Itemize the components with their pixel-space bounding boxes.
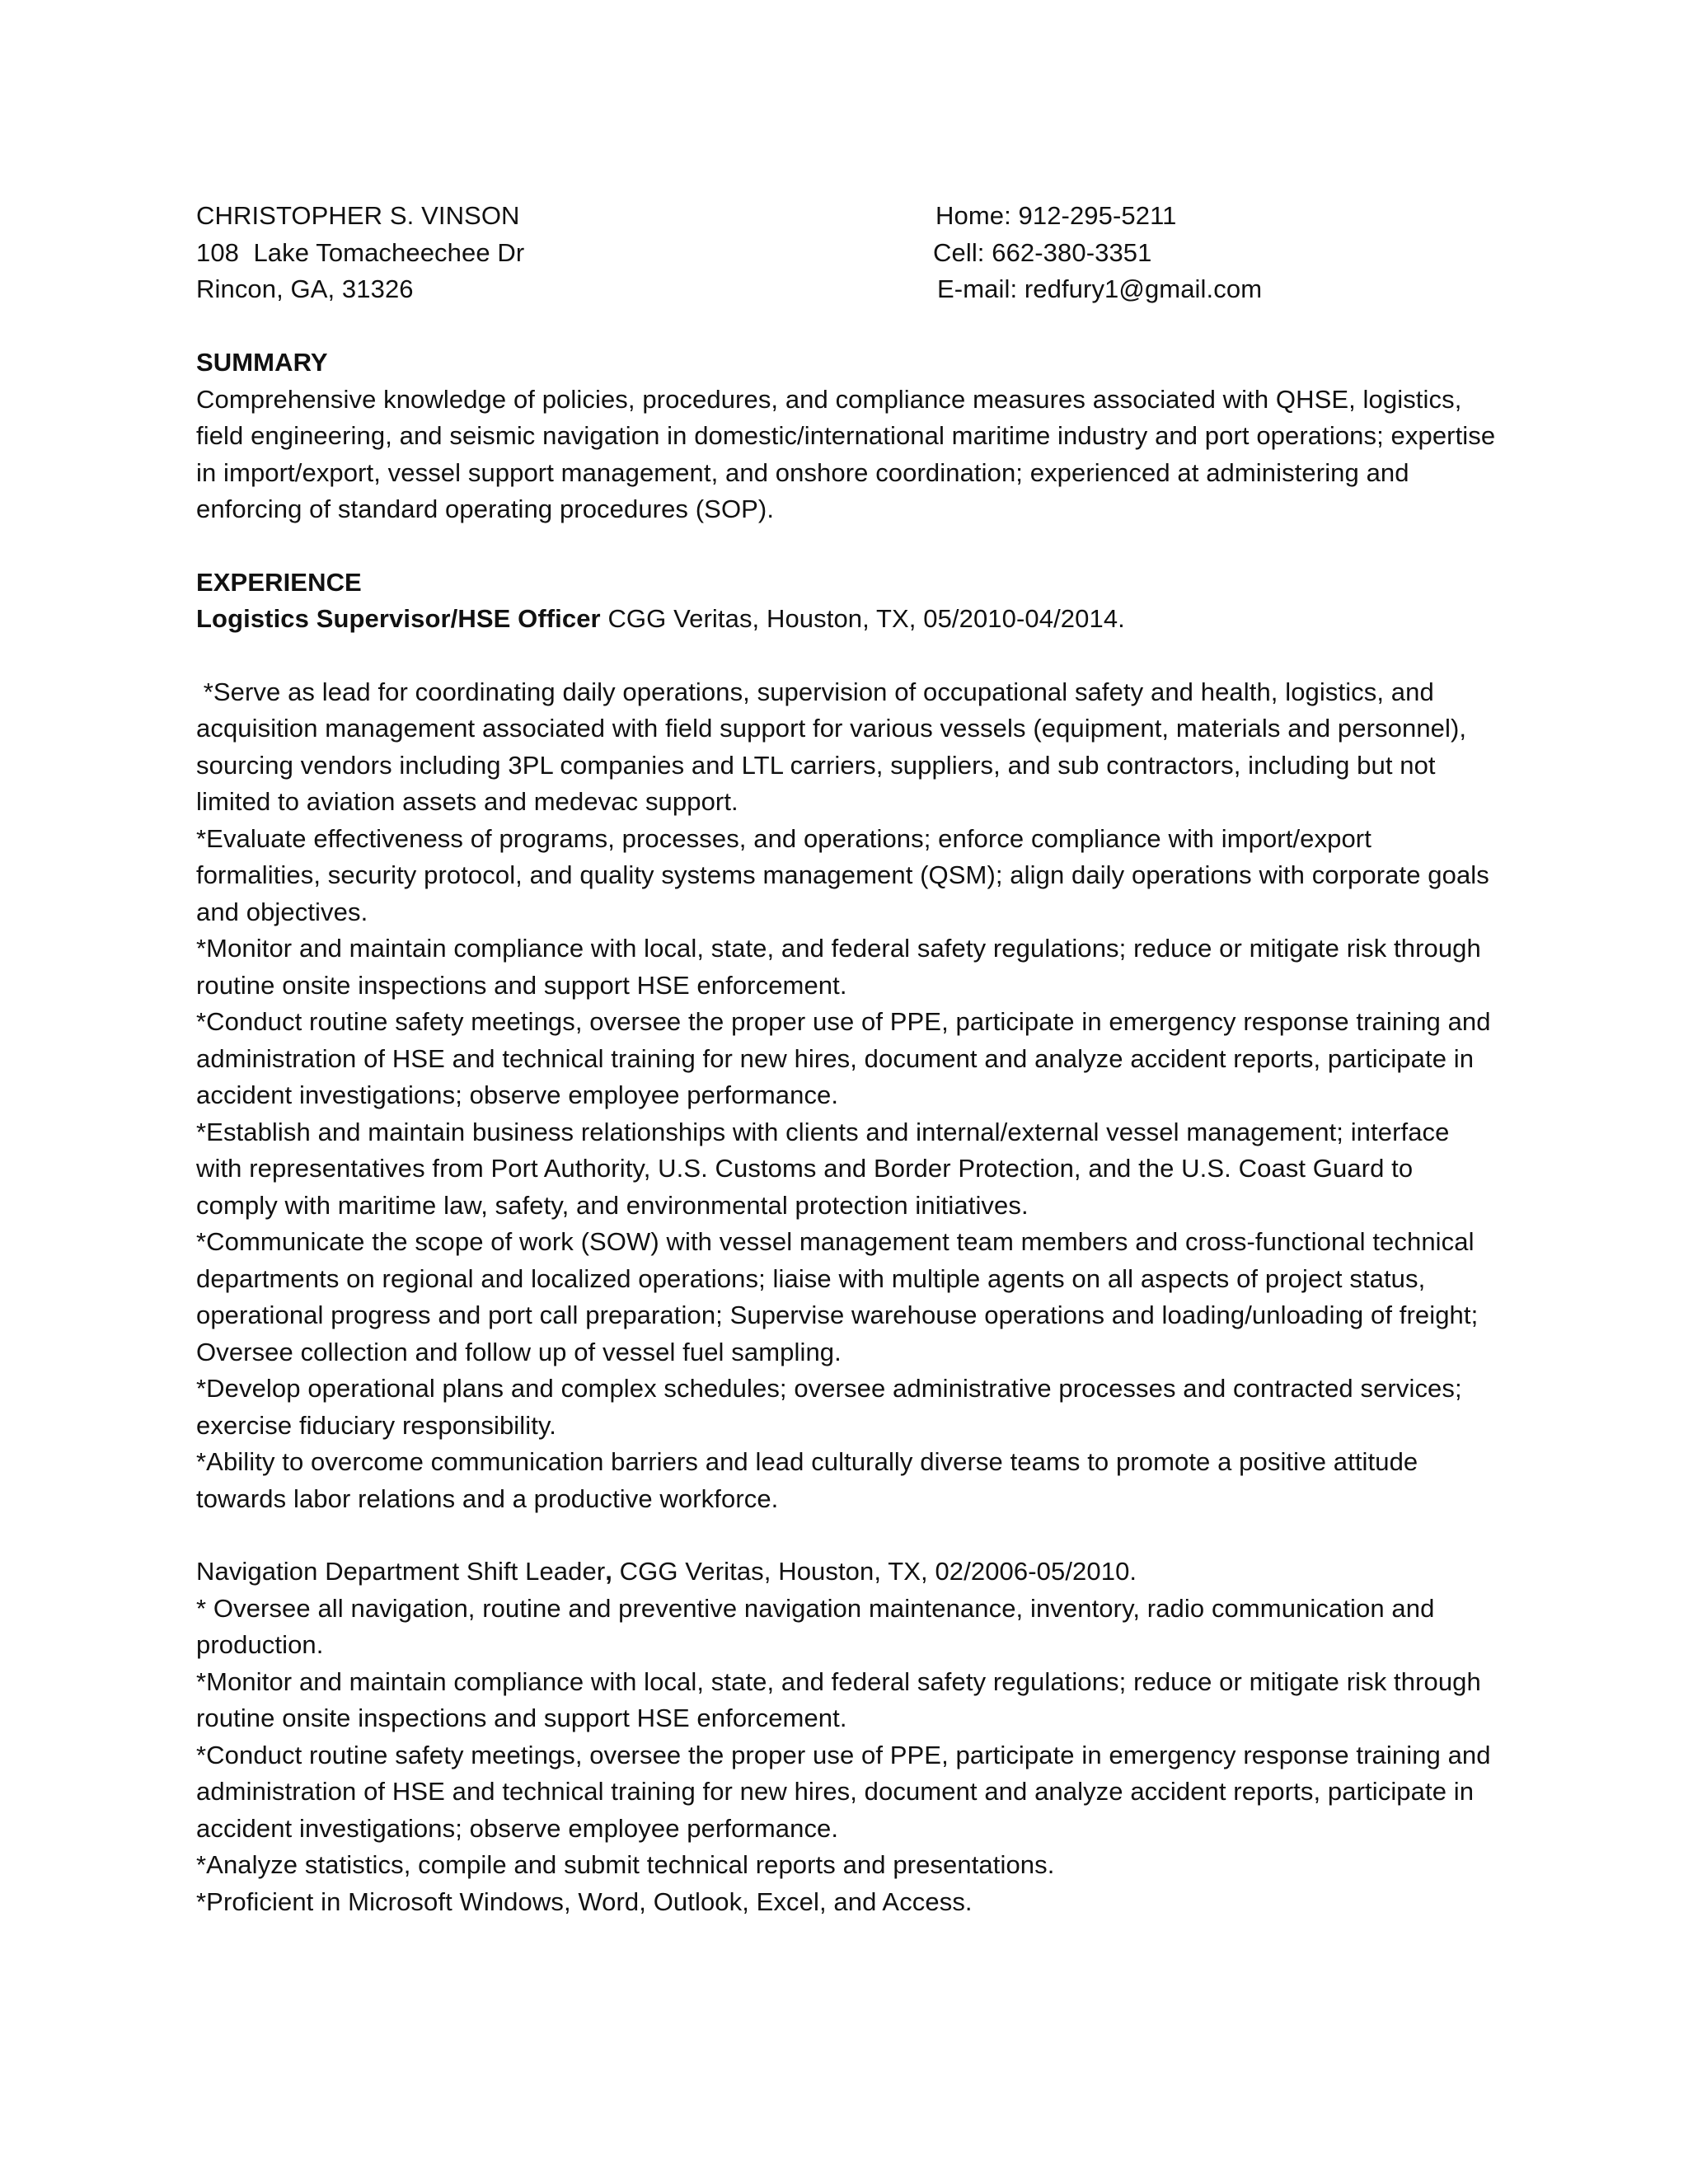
list-item: *Evaluate effectiveness of programs, processes, and operations; enforce compliance with import/export formalities, security protocol, and quality systems management (QSM); align daily operations with corporate goals and objectives. bbox=[196, 823, 1489, 926]
list-item: *Proficient in Microsoft Windows, Word, Outlook, Excel, and Access. bbox=[196, 1886, 973, 1916]
list-item: *Serve as lead for coordinating daily operations, supervision of occupational safety and health, logistics, and acquisition management associated with field support for various vessels (equipment, materials and personnel), sourcing vendors including 3PL companies and LTL carriers, suppliers, and sub contractors, including but not limited to aviation assets and medevac support. bbox=[196, 677, 1474, 816]
address-line-1: 108 Lake Tomacheechee Dr bbox=[196, 237, 525, 267]
list-item: *Conduct routine safety meetings, oversee the proper use of PPE, participate in emergency response training and administration of HSE and technical training for new hires, document and analyze accident reports, participate in accident investigations; observe employee performance. bbox=[196, 1007, 1491, 1109]
list-item: *Analyze statistics, compile and submit technical reports and presentations. bbox=[196, 1850, 1055, 1879]
job-title-navigation: Navigation Department Shift Leader bbox=[196, 1557, 606, 1586]
home-phone: Home: 912-295-5211 bbox=[935, 201, 1177, 230]
job-title-logistics: Logistics Supervisor/HSE Officer bbox=[196, 604, 601, 633]
list-item: *Monitor and maintain compliance with local, state, and federal safety regulations; reduce or mitigate risk through routine onsite inspections and support HSE enforcement. bbox=[196, 1666, 1481, 1732]
contact-left bbox=[196, 198, 524, 308]
job-bullets-logistics bbox=[196, 674, 1498, 1518]
summary-section bbox=[196, 344, 1498, 528]
job-title-comma: , bbox=[605, 1557, 612, 1586]
address-line-2: Rincon, GA, 31326 bbox=[196, 274, 414, 303]
cell-phone: Cell: 662-380-3351 bbox=[933, 237, 1152, 267]
job-entry-logistics bbox=[196, 601, 1498, 1517]
list-item: *Establish and maintain business relationships with clients and internal/external vessel management; interface with representatives from Port Authority, U.S. Customs and Border Protection, and the U.S. Coast Guard to comply with maritime law, safety, and environmental protection initiatives. bbox=[196, 1117, 1450, 1220]
list-item: *Ability to overcome communication barriers and lead culturally diverse teams to promote a positive attitude towards labor relations and a productive workforce. bbox=[196, 1447, 1418, 1513]
summary-text: Comprehensive knowledge of policies, procedures, and compliance measures associated with QHSE, logistics, field engineering, and seismic navigation in domestic/international maritime industry and port operations; expertise in import/export, vessel support management, and onshore coordination; experienced at administering and enforcing of standard operating procedures (SOP). bbox=[196, 384, 1496, 523]
applicant-name: CHRISTOPHER S. VINSON bbox=[196, 201, 520, 230]
list-item: *Monitor and maintain compliance with local, state, and federal safety regulations; reduce or mitigate risk through routine onsite inspections and support HSE enforcement. bbox=[196, 934, 1481, 1000]
list-item: * Oversee all navigation, routine and preventive navigation maintenance, inventory, radio communication and production. bbox=[196, 1593, 1435, 1659]
contact-header bbox=[196, 198, 1498, 308]
list-item: *Communicate the scope of work (SOW) with vessel management team members and cross-functional technical departments on regional and localized operations; liaise with multiple agents on all aspects of project status, operational progress and port call preparation; Supervise warehouse operations and loading/unloading of freight; Oversee collection and follow up of vessel fuel sampling. bbox=[196, 1227, 1479, 1366]
experience-section bbox=[196, 565, 1498, 1921]
contact-right bbox=[933, 198, 1262, 308]
job-bullets-navigation bbox=[196, 1591, 1498, 1921]
summary-heading: SUMMARY bbox=[196, 348, 328, 377]
job-entry-navigation bbox=[196, 1554, 1498, 1920]
list-item: *Conduct routine safety meetings, oversee the proper use of PPE, participate in emergency response training and administration of HSE and technical training for new hires, document and analyze accident reports, participate in accident investigations; observe employee performance. bbox=[196, 1740, 1491, 1843]
experience-heading: EXPERIENCE bbox=[196, 567, 362, 597]
job-details-logistics: CGG Veritas, Houston, TX, 05/2010-04/2014. bbox=[600, 604, 1125, 633]
resume-page bbox=[196, 198, 1498, 1920]
list-item: *Develop operational plans and complex schedules; oversee administrative processes and contracted services; exercise fiduciary responsibility. bbox=[196, 1374, 1462, 1440]
job-details-navigation: CGG Veritas, Houston, TX, 02/2006-05/2010. bbox=[612, 1557, 1137, 1586]
email-address: E-mail: redfury1@gmail.com bbox=[937, 274, 1263, 303]
